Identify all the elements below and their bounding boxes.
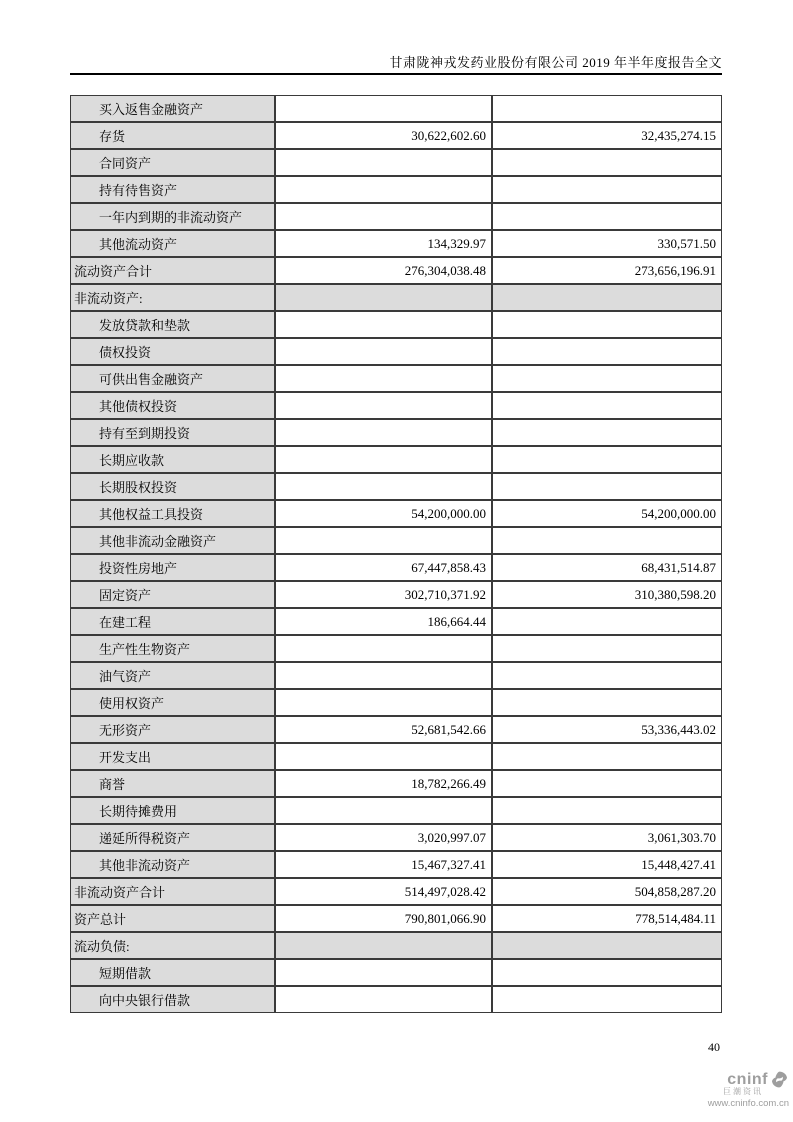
value-period-begin <box>492 365 722 392</box>
table-row <box>70 959 722 986</box>
value-period-begin <box>492 338 722 365</box>
value-period-begin <box>492 203 722 230</box>
balance-sheet-table <box>70 95 722 1013</box>
value-period-end <box>275 959 492 986</box>
row-label: 持有待售资产 <box>70 176 275 203</box>
cninfo-brand-text: cninf <box>727 1070 768 1088</box>
row-label: 流动负债: <box>70 932 275 959</box>
value-period-begin: 310,380,598.20 <box>492 581 722 608</box>
value-period-end <box>275 365 492 392</box>
cninfo-chinese-name: 巨潮资讯 <box>723 1087 763 1096</box>
row-label: 其他债权投资 <box>70 392 275 419</box>
page-header-title: 甘肃陇神戎发药业股份有限公司 2019 年半年度报告全文 <box>389 55 722 70</box>
table-row <box>70 149 722 176</box>
row-label: 短期借款 <box>70 959 275 986</box>
value-period-end: 186,664.44 <box>275 608 492 635</box>
table-row <box>70 554 722 581</box>
value-period-end <box>275 743 492 770</box>
value-period-begin: 15,448,427.41 <box>492 851 722 878</box>
value-period-begin: 68,431,514.87 <box>492 554 722 581</box>
value-period-end <box>275 203 492 230</box>
row-label: 其他流动资产 <box>70 230 275 257</box>
table-row <box>70 122 722 149</box>
row-label: 向中央银行借款 <box>70 986 275 1013</box>
value-period-begin <box>492 932 722 959</box>
value-period-end <box>275 662 492 689</box>
row-label: 存货 <box>70 122 275 149</box>
value-period-begin <box>492 743 722 770</box>
value-period-begin <box>492 527 722 554</box>
value-period-end: 54,200,000.00 <box>275 500 492 527</box>
table-row <box>70 824 722 851</box>
value-period-end <box>275 176 492 203</box>
value-period-end <box>275 446 492 473</box>
row-label: 油气资产 <box>70 662 275 689</box>
table-row <box>70 878 722 905</box>
value-period-begin: 53,336,443.02 <box>492 716 722 743</box>
row-label: 其他非流动资产 <box>70 851 275 878</box>
table-row <box>70 392 722 419</box>
value-period-end <box>275 392 492 419</box>
value-period-end <box>275 689 492 716</box>
table-row <box>70 338 722 365</box>
value-period-begin: 32,435,274.15 <box>492 122 722 149</box>
table-row <box>70 446 722 473</box>
value-period-begin <box>492 284 722 311</box>
row-label: 投资性房地产 <box>70 554 275 581</box>
row-label: 在建工程 <box>70 608 275 635</box>
cninfo-url: www.cninfo.com.cn <box>707 1097 789 1109</box>
value-period-end: 514,497,028.42 <box>275 878 492 905</box>
table-row <box>70 527 722 554</box>
value-period-end <box>275 149 492 176</box>
header-divider <box>70 73 722 75</box>
row-label: 其他权益工具投资 <box>70 500 275 527</box>
row-label: 开发支出 <box>70 743 275 770</box>
row-label: 递延所得税资产 <box>70 824 275 851</box>
value-period-begin: 778,514,484.11 <box>492 905 722 932</box>
value-period-begin: 504,858,287.20 <box>492 878 722 905</box>
table-row <box>70 176 722 203</box>
table-row <box>70 257 722 284</box>
value-period-end: 18,782,266.49 <box>275 770 492 797</box>
table-row <box>70 500 722 527</box>
cninfo-logo <box>659 1070 789 1109</box>
table-row <box>70 986 722 1013</box>
value-period-begin: 54,200,000.00 <box>492 500 722 527</box>
row-label: 其他非流动金融资产 <box>70 527 275 554</box>
value-period-end <box>275 527 492 554</box>
value-period-end <box>275 635 492 662</box>
table-row <box>70 365 722 392</box>
table-row <box>70 770 722 797</box>
row-label: 无形资产 <box>70 716 275 743</box>
row-label: 可供出售金融资产 <box>70 365 275 392</box>
table-row <box>70 905 722 932</box>
value-period-begin: 330,571.50 <box>492 230 722 257</box>
row-label: 长期应收款 <box>70 446 275 473</box>
value-period-begin <box>492 392 722 419</box>
table-row <box>70 797 722 824</box>
table-row <box>70 662 722 689</box>
value-period-end <box>275 311 492 338</box>
row-label: 一年内到期的非流动资产 <box>70 203 275 230</box>
table-row <box>70 608 722 635</box>
value-period-end <box>275 473 492 500</box>
value-period-end: 67,447,858.43 <box>275 554 492 581</box>
table-row <box>70 473 722 500</box>
value-period-end: 30,622,602.60 <box>275 122 492 149</box>
row-label: 使用权资产 <box>70 689 275 716</box>
row-label: 流动资产合计 <box>70 257 275 284</box>
table-row <box>70 95 722 122</box>
table-row <box>70 932 722 959</box>
value-period-begin <box>492 311 722 338</box>
value-period-end: 15,467,327.41 <box>275 851 492 878</box>
cninfo-swirl-icon <box>770 1070 789 1089</box>
value-period-begin <box>492 635 722 662</box>
value-period-end <box>275 932 492 959</box>
table-row <box>70 311 722 338</box>
table-row <box>70 743 722 770</box>
row-label: 资产总计 <box>70 905 275 932</box>
value-period-begin <box>492 419 722 446</box>
page-number: 40 <box>708 1040 720 1054</box>
value-period-end: 790,801,066.90 <box>275 905 492 932</box>
row-label: 债权投资 <box>70 338 275 365</box>
value-period-end: 134,329.97 <box>275 230 492 257</box>
table-row <box>70 851 722 878</box>
value-period-end: 276,304,038.48 <box>275 257 492 284</box>
value-period-begin <box>492 446 722 473</box>
table-row <box>70 689 722 716</box>
row-label: 买入返售金融资产 <box>70 95 275 122</box>
table-row <box>70 284 722 311</box>
value-period-end: 3,020,997.07 <box>275 824 492 851</box>
row-label: 非流动资产: <box>70 284 275 311</box>
value-period-begin <box>492 608 722 635</box>
row-label: 固定资产 <box>70 581 275 608</box>
value-period-begin <box>492 95 722 122</box>
table-row <box>70 419 722 446</box>
value-period-begin: 3,061,303.70 <box>492 824 722 851</box>
value-period-end <box>275 284 492 311</box>
value-period-begin <box>492 770 722 797</box>
value-period-begin <box>492 176 722 203</box>
row-label: 非流动资产合计 <box>70 878 275 905</box>
row-label: 发放贷款和垫款 <box>70 311 275 338</box>
value-period-begin <box>492 149 722 176</box>
table-row <box>70 203 722 230</box>
value-period-end <box>275 95 492 122</box>
value-period-begin <box>492 689 722 716</box>
value-period-begin <box>492 797 722 824</box>
balance-sheet-rows <box>70 95 722 1013</box>
value-period-begin <box>492 662 722 689</box>
value-period-end <box>275 986 492 1013</box>
table-row <box>70 716 722 743</box>
value-period-end <box>275 797 492 824</box>
value-period-end: 302,710,371.92 <box>275 581 492 608</box>
table-row <box>70 581 722 608</box>
row-label: 生产性生物资产 <box>70 635 275 662</box>
table-row <box>70 635 722 662</box>
table-row <box>70 230 722 257</box>
value-period-begin: 273,656,196.91 <box>492 257 722 284</box>
value-period-begin <box>492 986 722 1013</box>
value-period-end <box>275 419 492 446</box>
row-label: 合同资产 <box>70 149 275 176</box>
value-period-end: 52,681,542.66 <box>275 716 492 743</box>
value-period-begin <box>492 959 722 986</box>
row-label: 长期股权投资 <box>70 473 275 500</box>
value-period-begin <box>492 473 722 500</box>
value-period-end <box>275 338 492 365</box>
row-label: 持有至到期投资 <box>70 419 275 446</box>
row-label: 商誉 <box>70 770 275 797</box>
row-label: 长期待摊费用 <box>70 797 275 824</box>
